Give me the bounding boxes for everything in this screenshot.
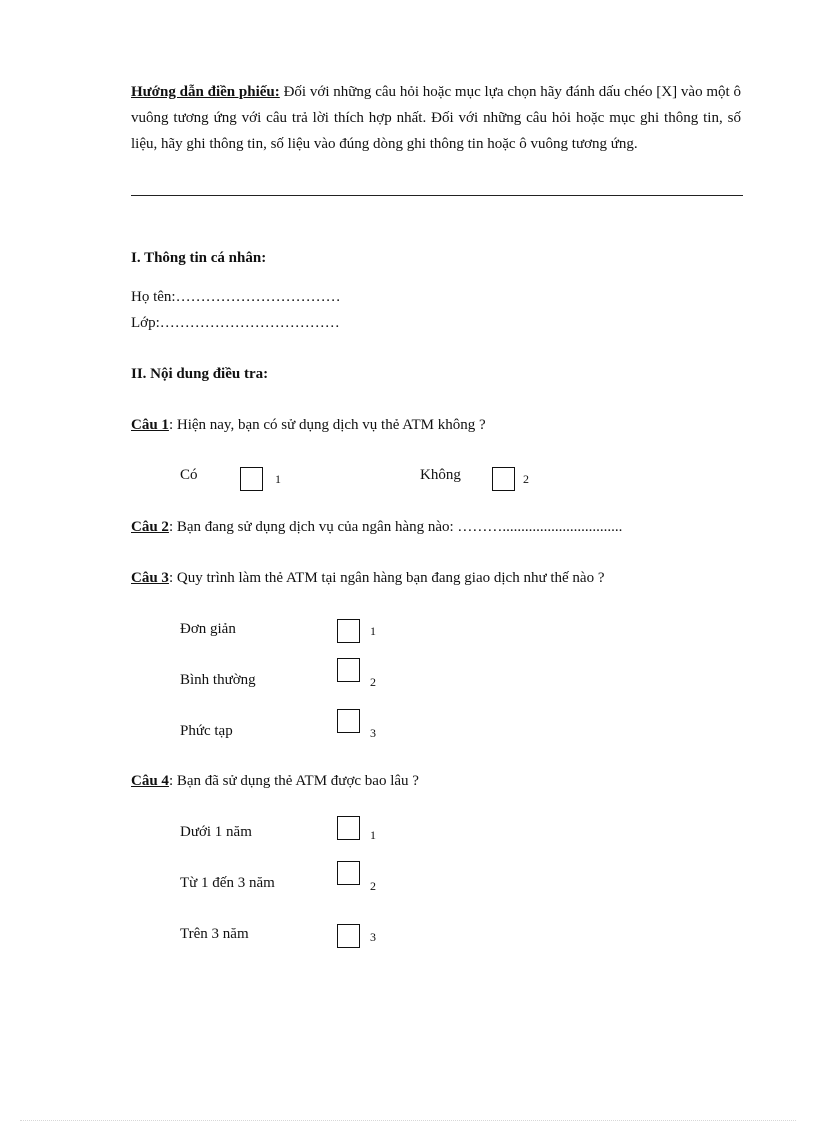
question-1-text: : Hiện nay, bạn có sử dụng dịch vụ thẻ ATM không ?	[168, 417, 486, 433]
q4-option-under-1-year-code: 1	[370, 828, 376, 842]
q1-option-yes-code: 1	[275, 472, 281, 486]
q3-option-complex-label: Phức tạp	[180, 723, 233, 739]
q1-option-yes-checkbox[interactable]	[240, 467, 263, 491]
q4-option-1-to-3-years-code: 2	[370, 879, 376, 893]
question-3-label: Câu 3	[131, 570, 169, 586]
q4-option-1-to-3-years-label: Từ 1 đến 3 năm	[180, 875, 275, 891]
q3-option-simple-checkbox[interactable]	[337, 619, 360, 643]
name-field[interactable]: Họ tên:……………………………	[131, 289, 341, 305]
question-2[interactable]	[131, 519, 622, 536]
question-4-label: Câu 4	[131, 773, 169, 789]
q1-option-yes-label: Có	[180, 467, 198, 483]
question-2-text: : Bạn đang sử dụng dịch vụ của ngân hàng nào: ………................................	[168, 519, 623, 535]
q4-option-over-3-years-code: 3	[370, 930, 376, 944]
q4-option-over-3-years-checkbox[interactable]	[337, 924, 360, 948]
q3-option-normal-label: Bình thường	[180, 672, 256, 688]
section-personal-info-heading: I. Thông tin cá nhân:	[131, 250, 267, 266]
q4-option-under-1-year-checkbox[interactable]	[337, 816, 360, 840]
divider-line	[131, 195, 743, 196]
question-3	[131, 570, 604, 587]
q3-option-normal-checkbox[interactable]	[337, 658, 360, 682]
class-field[interactable]: Lớp:………………………………	[131, 315, 340, 331]
instructions-paragraph	[131, 79, 741, 157]
question-4	[131, 773, 419, 790]
question-3-text: : Quy trình làm thẻ ATM tại ngân hàng bạn đang giao dịch như thế nào ?	[168, 570, 605, 586]
page-bottom-border	[20, 1120, 796, 1121]
q3-option-simple-code: 1	[370, 624, 376, 638]
question-4-text: : Bạn đã sử dụng thẻ ATM được bao lâu ?	[168, 773, 419, 789]
question-1	[131, 417, 486, 434]
question-1-label: Câu 1	[131, 417, 169, 433]
q3-option-simple-label: Đơn giản	[180, 621, 236, 637]
instructions-text: Đối với những câu hỏi hoặc mục lựa chọn hãy đánh dấu chéo [X] vào một ô vuông tương ứng với câu trả lời thích hợp nhất. Đối với những câu hỏi hoặc mục ghi thông tin, số liệu, hãy ghi thông tin, số liệu vào đúng dòng ghi thông tin hoặc ô vuông tương ứng.	[131, 84, 742, 152]
q1-option-no-checkbox[interactable]	[492, 467, 515, 491]
q4-option-under-1-year-label: Dưới 1 năm	[180, 824, 252, 840]
q3-option-normal-code: 2	[370, 675, 376, 689]
q4-option-1-to-3-years-checkbox[interactable]	[337, 861, 360, 885]
q4-option-over-3-years-label: Trên 3 năm	[180, 926, 249, 942]
question-2-label: Câu 2	[131, 519, 169, 535]
q3-option-complex-code: 3	[370, 726, 376, 740]
q1-option-no-label: Không	[420, 467, 461, 483]
instructions-label: Hướng dẫn điền phiếu:	[131, 84, 280, 100]
q1-option-no-code: 2	[523, 472, 529, 486]
q3-option-complex-checkbox[interactable]	[337, 709, 360, 733]
section-survey-heading: II. Nội dung điều tra:	[131, 366, 269, 382]
